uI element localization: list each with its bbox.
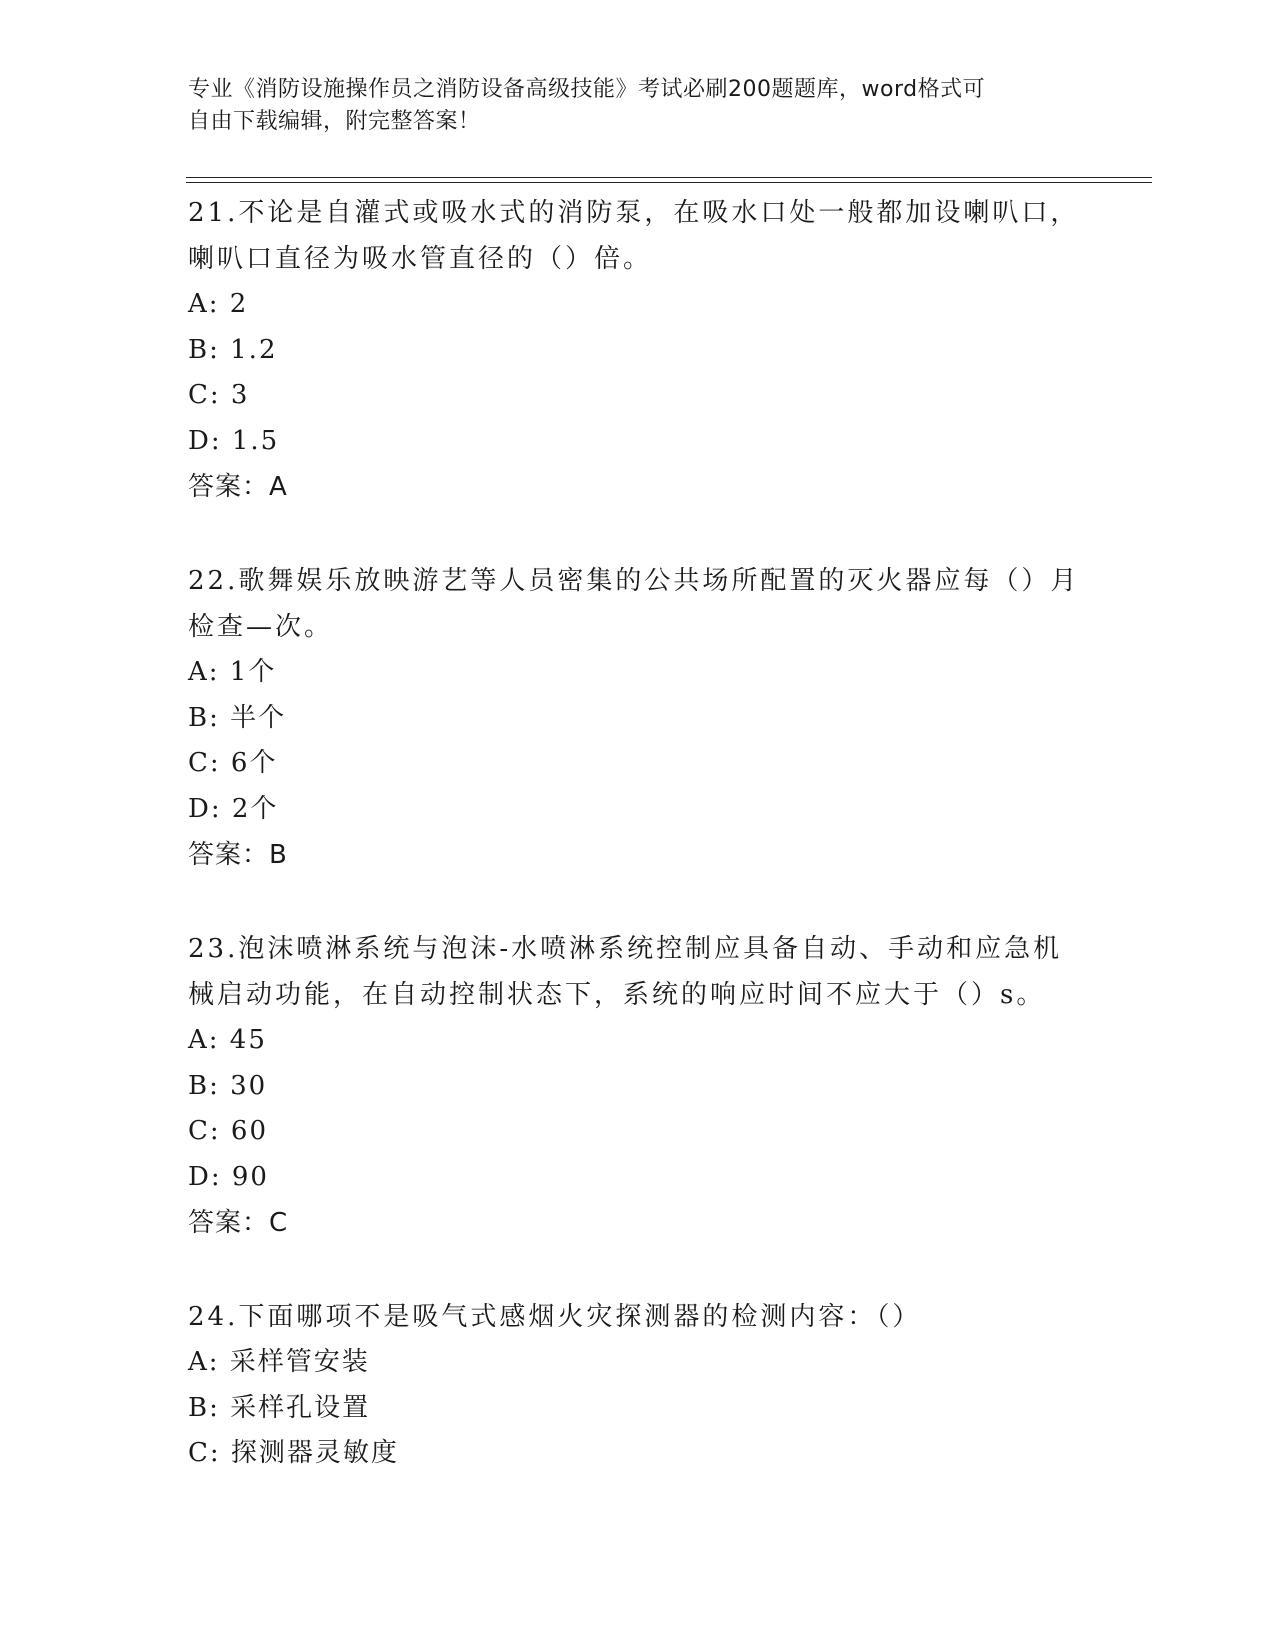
option-b: B: 30 [188,1070,268,1101]
header-line-2: 自由下载编辑，附完整答案！ [188,109,481,134]
option-b: B: 半个 [188,702,287,733]
question-list [188,190,1088,1525]
question-stem [188,1294,1088,1340]
header-divider-top [186,177,1152,178]
page-header [188,74,1088,138]
answer-line: 答案：C [188,1208,289,1238]
option-c: C: 探测器灵敏度 [188,1438,399,1468]
option-d: D: 1.5 [188,425,280,456]
option-a: A: 45 [188,1025,267,1055]
question-24 [188,1294,1088,1477]
question-21 [188,190,1088,510]
question-stem-line: 21.不论是自灌式或吸水式的消防泵，在吸水口处一般都加设喇叭口， [188,198,1080,228]
answer-line: 答案：A [188,472,288,502]
question-22 [188,558,1088,878]
option-d: D: 2个 [188,793,279,824]
header-divider-bottom [186,182,1152,183]
question-23 [188,926,1088,1246]
question-stem-line: 24.下面哪项不是吸气式感烟火灾探测器的检测内容：（） [188,1302,922,1332]
question-stem-line: 喇叭口直径为吸水管直径的（）倍。 [188,244,653,274]
header-line-1: 专业《消防设施操作员之消防设备高级技能》考试必刷200题题库，word格式可 [188,77,986,102]
question-stem-line: 检查—次。 [188,612,334,642]
option-b: B: 1.2 [188,334,278,365]
option-b: B: 采样孔设置 [188,1392,371,1423]
question-stem-line: 械启动功能，在自动控制状态下，系统的响应时间不应大于（）s。 [188,980,1046,1010]
question-stem-line: 23.泡沫喷淋系统与泡沫-水喷淋系统控制应具备自动、手动和应急机 [188,934,1063,964]
option-a: A: 2 [188,289,249,319]
question-stem [188,190,1088,282]
option-c: C: 3 [188,380,250,410]
question-stem-line: 22.歌舞娱乐放映游艺等人员密集的公共场所配置的灭火器应每（）月 [188,566,1080,596]
option-a: A: 1个 [188,657,277,687]
option-c: C: 60 [188,1116,269,1146]
option-c: C: 6个 [188,748,278,778]
option-d: D: 90 [188,1161,269,1192]
option-a: A: 采样管安装 [188,1347,370,1377]
question-stem [188,926,1088,1018]
question-stem [188,558,1088,650]
answer-line: 答案：B [188,840,288,870]
